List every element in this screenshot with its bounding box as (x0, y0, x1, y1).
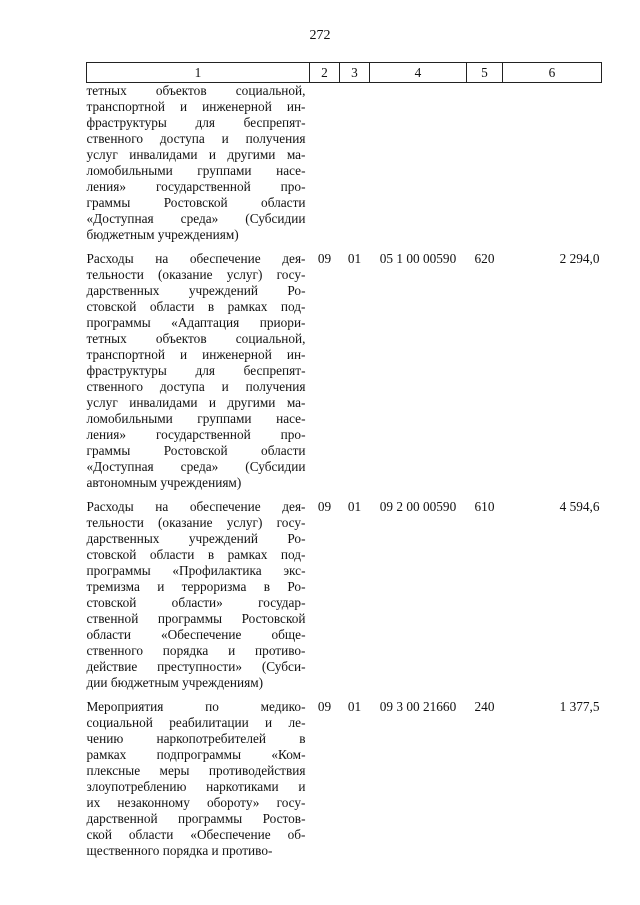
column-header: 3 (340, 63, 370, 83)
column-header: 1 (87, 63, 310, 83)
column-header: 4 (370, 63, 467, 83)
row-description (87, 499, 310, 699)
description-line: «Доступная среда» (Субсидии (86, 459, 306, 474)
description-line: ственного доступа и получения (86, 131, 306, 146)
section-code: 09 (317, 499, 332, 514)
description-line: рамках подпрограммы «Ком- (86, 747, 306, 762)
section-code (310, 83, 340, 252)
expense-type-code: 620 (474, 251, 495, 266)
description-line: тремизма и терроризма в Ро- (86, 579, 306, 594)
description-line: бюджетным учреждениям) (86, 227, 239, 242)
amount: 2 294,0 (559, 251, 600, 266)
description-line: программы «Адаптация приори- (86, 315, 306, 330)
description-line: ственного доступа и получения (86, 379, 306, 394)
table-row (87, 83, 602, 252)
subsection-code: 01 (347, 499, 362, 514)
target-article-code (370, 83, 467, 252)
section-code: 09 (317, 699, 332, 714)
table-body (87, 83, 602, 868)
amount (503, 83, 602, 252)
column-header: 2 (310, 63, 340, 83)
subsection-code: 01 (347, 699, 362, 714)
table-row (87, 499, 602, 699)
budget-table (86, 62, 602, 867)
description-line: стовской области в рамках под- (86, 547, 306, 562)
description-line: ломобильными группами насе- (86, 163, 306, 178)
description-line: чению наркопотребителей в (86, 731, 306, 746)
description-line: ственного порядка и противо- (86, 643, 306, 658)
row-description (87, 83, 310, 252)
subsection-code (340, 83, 370, 252)
description-line: дарственных учреждений Ро- (86, 531, 306, 546)
description-line: фраструктуры для беспрепят- (86, 115, 306, 130)
description-line: граммы Ростовской области (86, 195, 306, 210)
description-line: стовской области в рамках под- (86, 299, 306, 314)
description-line: транспортной и инженерной ин- (86, 347, 306, 362)
description-line: ственной программы Ростовской (86, 611, 306, 626)
description-line: Расходы на обеспечение дея- (86, 499, 306, 514)
amount: 4 594,6 (559, 499, 600, 514)
description-line: услуг инвалидами и другими ма- (86, 395, 306, 410)
description-line: действие преступности» (Субси- (86, 659, 306, 674)
table-row (87, 251, 602, 499)
description-line: «Доступная среда» (Субсидии (86, 211, 306, 226)
row-description (87, 251, 310, 499)
description-line: дарственной программы Ростов- (86, 811, 306, 826)
description-line: стовской области» государ- (86, 595, 306, 610)
description-line: ления» государственной про- (86, 179, 306, 194)
description-line: тетных объектов социальной, (86, 83, 306, 98)
description-line: тельности (оказание услуг) госу- (86, 515, 306, 530)
amount: 1 377,5 (559, 699, 600, 714)
description-line: дии бюджетным учреждениям) (86, 675, 264, 690)
description-line: Мероприятия по медико- (86, 699, 306, 714)
column-header: 5 (467, 63, 503, 83)
description-line: автономным учреждениям) (86, 475, 242, 490)
description-line: услуг инвалидами и другими ма- (86, 147, 306, 162)
description-line: ления» государственной про- (86, 427, 306, 442)
expense-type-code (467, 83, 503, 252)
description-line: граммы Ростовской области (86, 443, 306, 458)
expense-type-code: 610 (474, 499, 495, 514)
table-header (87, 63, 602, 83)
description-line: ломобильными группами насе- (86, 411, 306, 426)
description-line: дарственных учреждений Ро- (86, 283, 306, 298)
description-line: программы «Профилактика экс- (86, 563, 306, 578)
target-article-code: 09 3 00 21660 (379, 699, 457, 714)
description-line: транспортной и инженерной ин- (86, 99, 306, 114)
description-line: ской области «Обеспечение об- (86, 827, 306, 842)
description-line: области «Обеспечение обще- (86, 627, 306, 642)
description-line: тельности (оказание услуг) госу- (86, 267, 306, 282)
target-article-code: 05 1 00 00590 (379, 251, 457, 266)
column-header: 6 (503, 63, 602, 83)
section-code: 09 (317, 251, 332, 266)
description-line: фраструктуры для беспрепят- (86, 363, 306, 378)
description-line: злоупотреблению наркотиками и (86, 779, 306, 794)
description-line: плексные меры противодействия (86, 763, 306, 778)
subsection-code: 01 (347, 251, 362, 266)
row-description (87, 699, 310, 867)
description-line: социальной реабилитации и ле- (86, 715, 306, 730)
expense-type-code: 240 (474, 699, 495, 714)
page-number: 272 (309, 28, 331, 43)
description-line: тетных объектов социальной, (86, 331, 306, 346)
description-line: их незаконному обороту» госу- (86, 795, 306, 810)
target-article-code: 09 2 00 00590 (379, 499, 457, 514)
description-line: щественного порядка и противо- (86, 843, 273, 858)
table-row (87, 699, 602, 867)
description-line: Расходы на обеспечение дея- (86, 251, 306, 266)
